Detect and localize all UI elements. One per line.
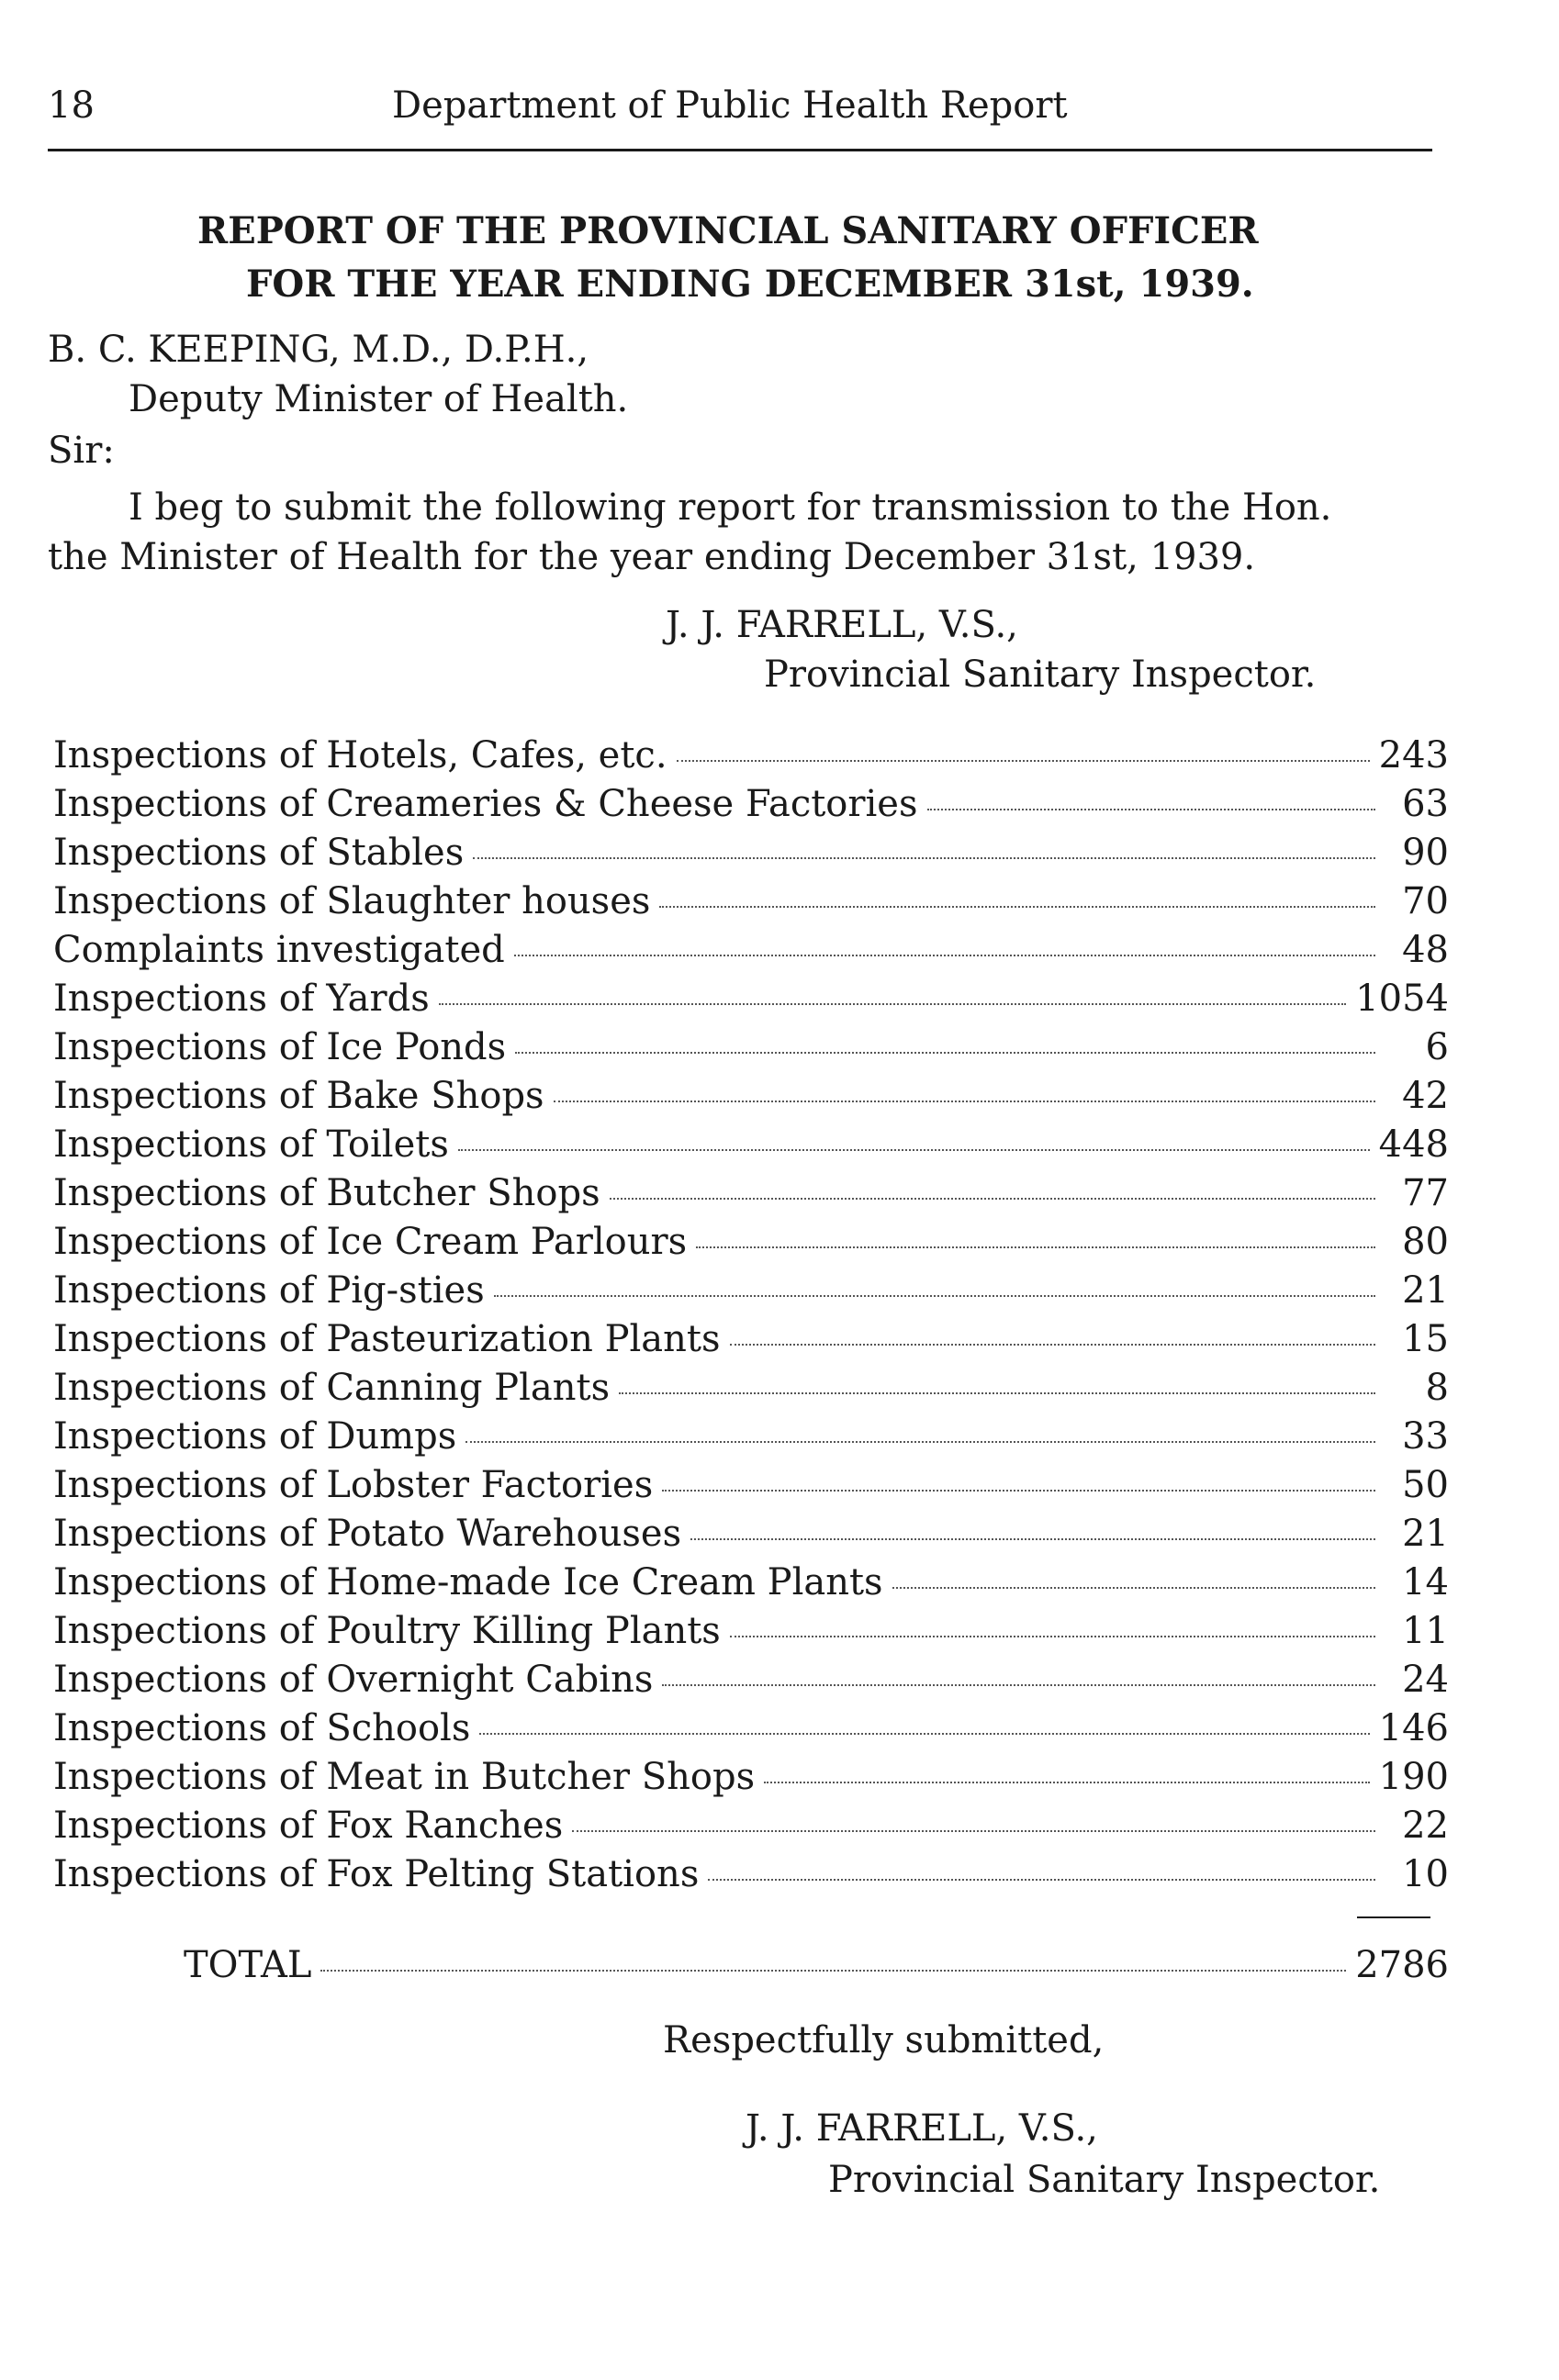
- dot-leader: [439, 1003, 1346, 1005]
- list-item-count: 1054: [1355, 978, 1449, 1020]
- list-item: [53, 734, 1449, 783]
- list-item-label: Inspections of Dumps: [53, 1415, 457, 1458]
- list-item-label: Inspections of Meat in Butcher Shops: [53, 1756, 756, 1798]
- list-item: [53, 1172, 1449, 1221]
- list-item-count: 243: [1378, 734, 1449, 777]
- list-item-count: 15: [1402, 1318, 1449, 1360]
- dot-leader: [619, 1392, 1375, 1394]
- list-item-count: 11: [1402, 1610, 1449, 1652]
- dot-leader: [320, 1970, 1346, 1972]
- dot-leader: [662, 1684, 1375, 1686]
- list-item-count: 14: [1402, 1561, 1449, 1603]
- list-item-count: 6: [1425, 1026, 1449, 1068]
- dot-leader: [892, 1587, 1375, 1589]
- list-item-label: Inspections of Potato Warehouses: [53, 1513, 682, 1555]
- list-item-count: 77: [1402, 1172, 1449, 1214]
- dot-leader: [690, 1538, 1375, 1540]
- dot-leader: [662, 1490, 1375, 1492]
- salutation: Sir:: [48, 430, 115, 472]
- addressee-name: B. C. KEEPING, M.D., D.P.H.,: [48, 329, 589, 371]
- list-item-label: Inspections of Schools: [53, 1707, 471, 1749]
- dot-leader: [494, 1295, 1375, 1297]
- list-item-label: Inspections of Toilets: [53, 1123, 449, 1166]
- dot-leader: [764, 1782, 1370, 1783]
- list-item-count: 448: [1378, 1123, 1449, 1166]
- list-item-label: Inspections of Slaughter houses: [53, 880, 651, 922]
- dot-leader: [730, 1344, 1375, 1346]
- list-item-label: Complaints investigated: [53, 929, 505, 971]
- list-item: [53, 1464, 1449, 1513]
- list-item-label: Inspections of Overnight Cabins: [53, 1659, 654, 1701]
- total-count: 2786: [1355, 1944, 1449, 1986]
- list-item-label: Inspections of Stables: [53, 832, 465, 874]
- dot-leader: [514, 955, 1375, 956]
- list-item-count: 8: [1425, 1367, 1449, 1409]
- report-title-line2: FOR THE YEAR ENDING DECEMBER 31st, 1939.: [246, 263, 1254, 306]
- list-item-label: Inspections of Pasteurization Plants: [53, 1318, 721, 1360]
- addressee-position: Deputy Minister of Health.: [129, 378, 629, 420]
- total-label: TOTAL: [184, 1944, 312, 1986]
- dot-leader: [572, 1830, 1375, 1832]
- page-number: 18: [48, 84, 95, 127]
- list-item-label: Inspections of Lobster Factories: [53, 1464, 654, 1506]
- list-item-count: 21: [1402, 1269, 1449, 1312]
- list-item-label: Inspections of Bake Shops: [53, 1075, 544, 1117]
- list-item: [53, 832, 1449, 880]
- dot-leader: [730, 1636, 1375, 1637]
- signature-bottom-title: Provincial Sanitary Inspector.: [828, 2159, 1381, 2201]
- list-item-count: 190: [1378, 1756, 1449, 1798]
- list-item: [53, 1123, 1449, 1172]
- list-item: [53, 1026, 1449, 1075]
- signature-top-name: J. J. FARRELL, V.S.,: [666, 604, 1018, 646]
- list-item-label: Inspections of Butcher Shops: [53, 1172, 600, 1214]
- dot-leader: [708, 1879, 1375, 1881]
- dot-leader: [696, 1246, 1375, 1248]
- list-item-label: Inspections of Yards: [53, 978, 430, 1020]
- total-row: [184, 1944, 1449, 1986]
- list-item-count: 21: [1402, 1513, 1449, 1555]
- body-line2: the Minister of Health for the year ending December 31st, 1939.: [48, 536, 1256, 578]
- list-item-count: 90: [1402, 832, 1449, 874]
- running-title: Department of Public Health Report: [392, 84, 1068, 127]
- total-rule: [1357, 1916, 1430, 1918]
- list-item-count: 80: [1402, 1221, 1449, 1263]
- list-item: [53, 880, 1449, 929]
- signature-top-title: Provincial Sanitary Inspector.: [764, 654, 1317, 696]
- list-item: [53, 978, 1449, 1026]
- list-item: [53, 1561, 1449, 1610]
- list-item: [53, 1415, 1449, 1464]
- report-title-line1: REPORT OF THE PROVINCIAL SANITARY OFFICER: [197, 209, 1259, 252]
- list-item: [53, 1707, 1449, 1756]
- list-item: [53, 929, 1449, 978]
- list-item: [53, 1756, 1449, 1805]
- signature-bottom-name: J. J. FARRELL, V.S.,: [746, 2107, 1098, 2150]
- list-item-count: 24: [1402, 1659, 1449, 1701]
- list-item: [53, 1805, 1449, 1853]
- dot-leader: [554, 1101, 1375, 1102]
- list-item-label: Inspections of Fox Pelting Stations: [53, 1853, 700, 1895]
- dot-leader: [465, 1441, 1375, 1443]
- list-item: [53, 1610, 1449, 1659]
- list-item-label: Inspections of Ice Ponds: [53, 1026, 507, 1068]
- list-item-count: 33: [1402, 1415, 1449, 1458]
- list-item-label: Inspections of Poultry Killing Plants: [53, 1610, 721, 1652]
- list-item: [53, 1853, 1449, 1902]
- dot-leader: [677, 760, 1370, 762]
- list-item: [53, 1269, 1449, 1318]
- list-item: [53, 1075, 1449, 1123]
- dot-leader: [927, 809, 1375, 810]
- list-item-label: Inspections of Home-made Ice Cream Plants: [53, 1561, 883, 1603]
- list-item: [53, 1221, 1449, 1269]
- list-item-count: 42: [1402, 1075, 1449, 1117]
- list-item: [53, 1367, 1449, 1415]
- list-item-count: 70: [1402, 880, 1449, 922]
- list-item-label: Inspections of Fox Ranches: [53, 1805, 564, 1847]
- list-item-count: 48: [1402, 929, 1449, 971]
- list-item-count: 146: [1378, 1707, 1449, 1749]
- list-item-label: Inspections of Canning Plants: [53, 1367, 611, 1409]
- body-line1: I beg to submit the following report for transmission to the Hon.: [129, 486, 1332, 529]
- list-item-label: Inspections of Pig-sties: [53, 1269, 485, 1312]
- list-item: [53, 783, 1449, 832]
- list-item-count: 22: [1402, 1805, 1449, 1847]
- dot-leader: [458, 1149, 1370, 1151]
- dot-leader: [515, 1052, 1375, 1054]
- list-item: [53, 1513, 1449, 1561]
- closing-line: Respectfully submitted,: [663, 2019, 1105, 2062]
- dot-leader: [610, 1198, 1375, 1200]
- list-item-label: Inspections of Hotels, Cafes, etc.: [53, 734, 667, 777]
- list-item-count: 63: [1402, 783, 1449, 825]
- list-item-label: Inspections of Ice Cream Parlours: [53, 1221, 688, 1263]
- list-item-count: 50: [1402, 1464, 1449, 1506]
- list-item: [53, 1659, 1449, 1707]
- dot-leader: [473, 857, 1375, 859]
- dot-leader: [479, 1733, 1369, 1735]
- inspections-list: [53, 734, 1449, 1902]
- list-item-count: 10: [1402, 1853, 1449, 1895]
- list-item-label: Inspections of Creameries & Cheese Factories: [53, 783, 918, 825]
- page-header: [48, 84, 1432, 151]
- list-item: [53, 1318, 1449, 1367]
- dot-leader: [659, 906, 1375, 908]
